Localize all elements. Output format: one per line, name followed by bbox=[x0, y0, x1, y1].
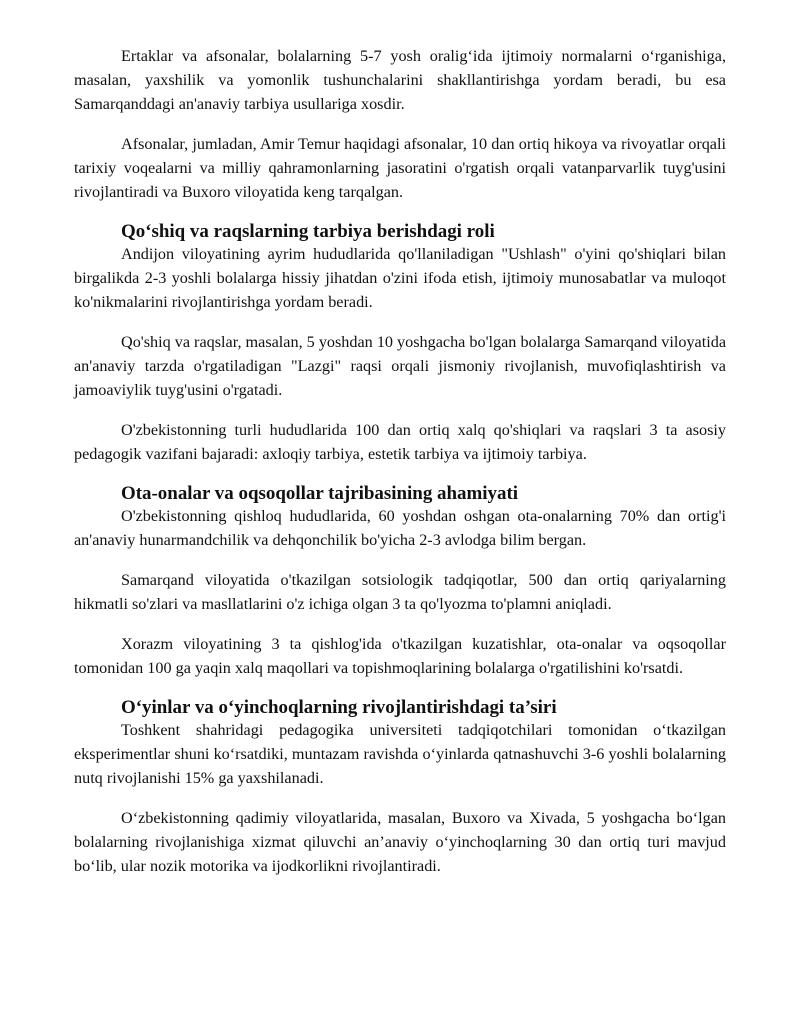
games-paragraph-2: O‘zbekistonning qadimiy viloyatlarida, masalan, Buxoro va Xivada, 5 yoshgacha bo‘lgan bolalarning rivojlanishiga xizmat qiluvchi an’anaviy o‘yinchoqlarning 30 dan ortiq turi mavjud bo‘lib, ular nozik motorika va ijodkorlikni rivojlantiradi. bbox=[74, 809, 726, 875]
section-heading-elders: Ota-onalar va oqsoqollar tajribasining ahamiyati bbox=[121, 483, 519, 504]
songs-paragraph-2: Qo'shiq va raqslar, masalan, 5 yoshdan 10 yoshgacha bo'lgan bolalarga Samarqand viloyatida an'anaviy tarzda o'rgatiladigan "Lazgi" raqsi orqali jismoniy rivojlanish, muvofiqlashtirish va jamoaviylik tuyg'usini o'rgatadi. bbox=[74, 333, 727, 399]
section-heading-songs-dances: Qo‘shiq va raqslarning tarbiya berishdagi roli bbox=[121, 221, 495, 242]
games-paragraph-1: Toshkent shahridagi pedagogika universiteti tadqiqotchilari tomonidan o‘tkazilgan eksperimentlar shuni ko‘rsatdiki, muntazam ravishda o‘yinlarda qatnashuvchi 3-6 yoshli bolalarning nutq rivojlanishi 15% ga yaxshilanadi. bbox=[74, 721, 726, 787]
document-page bbox=[74, 44, 726, 894]
songs-paragraph-3: O'zbekistonning turli hududlarida 100 dan ortiq xalq qo'shiqlari va raqslari 3 ta asosiy pedagogik vazifani bajaradi: axloqiy tarbiya, estetik tarbiya va ijtimoiy tarbiya. bbox=[74, 421, 726, 463]
intro-paragraph-1: Ertaklar va afsonalar, bolalarning 5-7 yosh oralig‘ida ijtimoiy normalarni o‘rganishiga, masalan, yaxshilik va yomonlik tushunchalarini shakllantirishga yordam beradi, bu esa Samarqanddagi an'anaviy tarbiya usullariga xosdir. bbox=[74, 47, 726, 113]
elders-paragraph-3: Xorazm viloyatining 3 ta qishlog'ida o'tkazilgan kuzatishlar, ota-onalar va oqsoqollar tomonidan 100 ga yaqin xalq maqollari va topishmoqlarining bolalarga o'rgatilishini ko'rsatdi. bbox=[74, 635, 726, 677]
songs-paragraph-1: Andijon viloyatining ayrim hududlarida qo'llaniladigan "Ushlash" o'yini qo'shiqlari bilan birgalikda 2-3 yoshli bolalarga hissiy jihatdan o'zini ifoda etish, ijtimoiy munosabatlar va muloqot ko'nikmalarini rivojlantirishga yordam beradi. bbox=[74, 245, 726, 311]
section-heading-games-toys: O‘yinlar va o‘yinchoqlarning rivojlantirishdagi ta’siri bbox=[121, 697, 557, 718]
elders-paragraph-1: O'zbekistonning qishloq hududlarida, 60 yoshdan oshgan ota-onalarning 70% dan ortig'i an'anaviy hunarmandchilik va dehqonchilik bo'yicha 2-3 avlodga bilim bergan. bbox=[74, 507, 726, 549]
elders-paragraph-2: Samarqand viloyatida o'tkazilgan sotsiologik tadqiqotlar, 500 dan ortiq qariyalarning hikmatli so'zlari va masllatlarini o'z ichiga olgan 3 ta qo'lyozma to'plamni aniqladi. bbox=[74, 571, 726, 613]
intro-paragraph-2: Afsonalar, jumladan, Amir Temur haqidagi afsonalar, 10 dan ortiq hikoya va rivoyatlar orqali tarixiy voqealarni va milliy qahramonlarning jasoratini o'rgatish orqali vatanparvarlik tuyg'usini rivojlantiradi va Buxoro viloyatida keng tarqalgan. bbox=[74, 135, 726, 201]
